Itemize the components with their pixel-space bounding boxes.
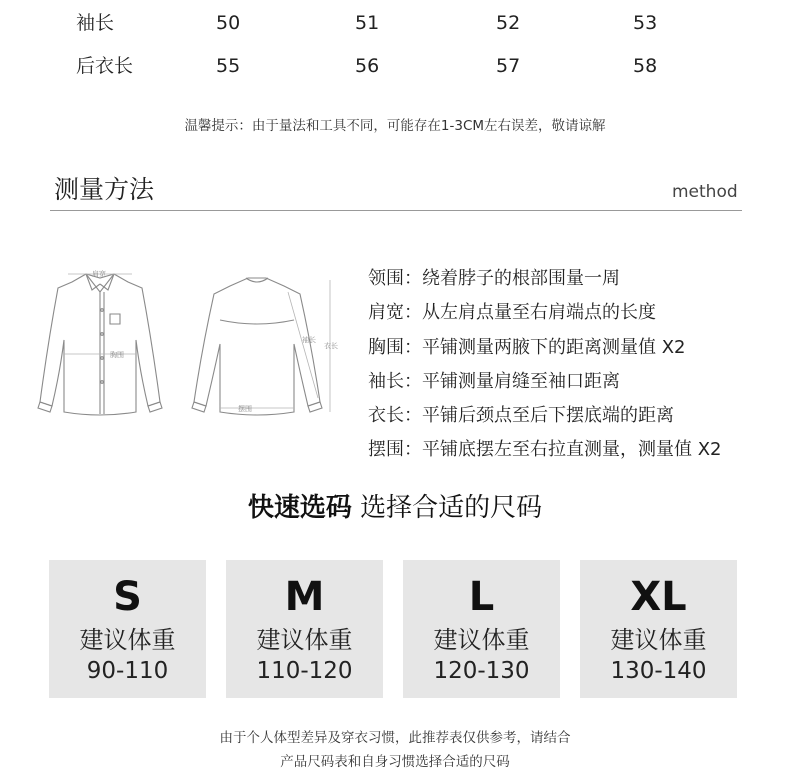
front-shirt-icon bbox=[38, 274, 162, 415]
weight-range: 110-120 bbox=[256, 658, 353, 684]
list-item: 胸围：平铺测量两腋下的距离测量值 X2 bbox=[368, 336, 686, 358]
quick-select-bold: 快速选码 bbox=[247, 493, 352, 523]
quick-select-rest: 选择合适的尺码 bbox=[360, 493, 543, 523]
weight-label: 建议体重 bbox=[433, 626, 530, 654]
weight-label: 建议体重 bbox=[79, 626, 176, 654]
list-item: 衣长：平铺后颈点至后下摆底端的距离 bbox=[368, 405, 674, 427]
measurement-tip: 温馨提示：由于量法和工具不同，可能存在1-3CM左右误差，敬请谅解 bbox=[184, 118, 606, 134]
back-shirt-icon bbox=[192, 278, 322, 415]
shoulder-label: 肩宽 bbox=[92, 270, 106, 278]
list-item: 袖长：平铺测量肩缝至袖口距离 bbox=[368, 370, 620, 392]
measurement-list bbox=[368, 262, 722, 468]
size-letter: M bbox=[284, 574, 325, 620]
section-divider bbox=[50, 210, 742, 211]
cell: 55 bbox=[216, 55, 241, 77]
weight-range: 90-110 bbox=[86, 658, 169, 684]
chest-label: 胸围 bbox=[110, 351, 124, 359]
size-row-back-length bbox=[0, 51, 790, 81]
hem-label: 摆围 bbox=[238, 405, 252, 413]
list-item: 肩宽：从左肩点量至右肩端点的长度 bbox=[368, 302, 656, 324]
quick-select-heading bbox=[0, 488, 790, 528]
footer-note-line-1: 由于个人体型差异及穿衣习惯，此推荐表仅供参考，请结合 bbox=[219, 730, 571, 746]
length-label: 衣长 bbox=[324, 342, 338, 350]
cell: 56 bbox=[355, 55, 380, 77]
cell: 53 bbox=[633, 12, 658, 34]
row-label: 袖长 bbox=[76, 12, 115, 34]
row-label: 后衣长 bbox=[76, 55, 134, 77]
cell: 51 bbox=[355, 12, 380, 34]
cell: 58 bbox=[633, 55, 658, 77]
size-letter: S bbox=[113, 574, 142, 620]
size-card-m bbox=[226, 560, 383, 698]
cell: 57 bbox=[496, 55, 521, 77]
weight-range: 130-140 bbox=[610, 658, 707, 684]
size-card-xl bbox=[580, 560, 737, 698]
list-item: 摆围：平铺底摆左至右拉直测量，测量值 X2 bbox=[368, 439, 722, 461]
size-row-sleeve bbox=[0, 8, 790, 38]
size-card-l bbox=[403, 560, 560, 698]
weight-range: 120-130 bbox=[433, 658, 530, 684]
weight-label: 建议体重 bbox=[256, 626, 353, 654]
cell: 50 bbox=[216, 12, 241, 34]
size-letter: XL bbox=[630, 574, 687, 620]
shirt-measurement-diagram bbox=[24, 262, 354, 432]
weight-label: 建议体重 bbox=[610, 626, 707, 654]
section-subtitle: method bbox=[672, 182, 738, 202]
size-letter: L bbox=[468, 574, 495, 620]
section-title: 测量方法 bbox=[54, 175, 155, 204]
sleeve-label: 袖长 bbox=[302, 336, 316, 344]
size-card-s bbox=[49, 560, 206, 698]
list-item: 领围：绕着脖子的根部围量一周 bbox=[368, 268, 620, 289]
cell: 52 bbox=[496, 12, 521, 34]
footer-note-line-2: 产品尺码表和自身习惯选择合适的尺码 bbox=[280, 754, 510, 770]
